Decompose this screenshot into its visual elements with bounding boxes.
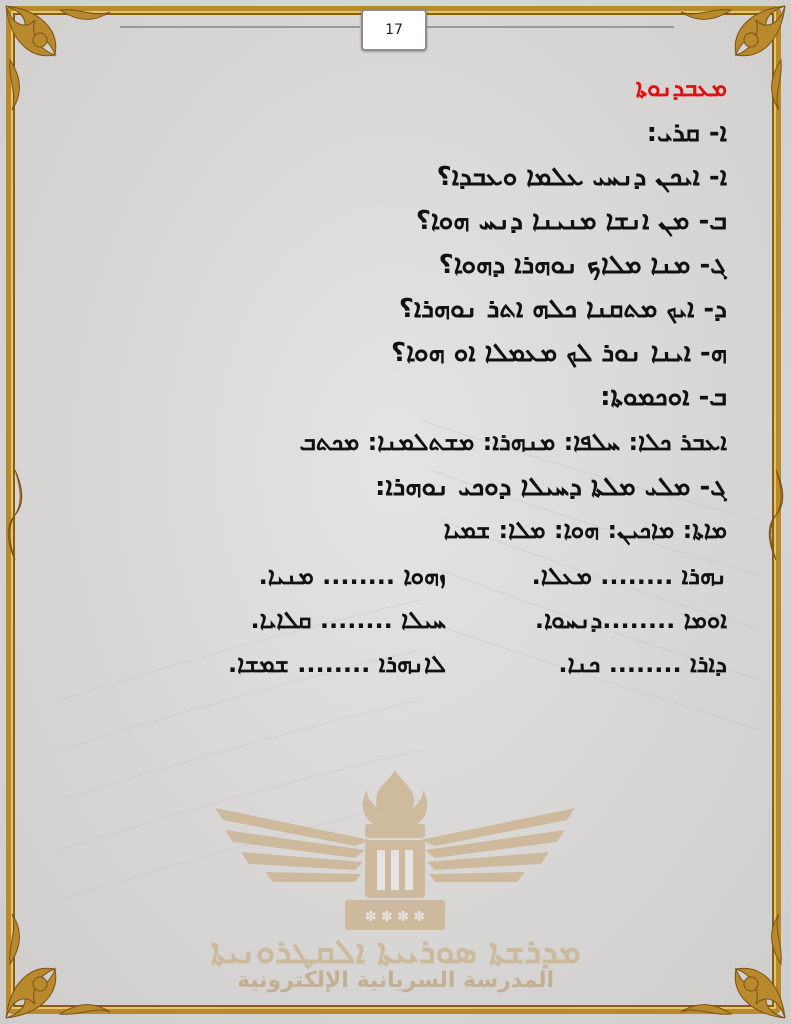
school-name-syriac: ܡܕܪܫܬܐ ܣܘܪܝܝܬܐ ܐܠܩܛܪܘܢܝܬܐ bbox=[210, 932, 581, 972]
question-4: ܕ- ܐܝܟ ܡܬܩܢܐ ܟܠܗ ܐܬܪ ܢܘܗܪܐ؟ bbox=[398, 294, 727, 324]
fill-blank-item: ܙܗܘܐ ........ ܡܢܝܐ. bbox=[258, 562, 446, 590]
question-3: ܓ- ܡܢܐ ܡܠܐܟ ܢܘܗܪܐ ܕܗܘܐ؟ bbox=[438, 250, 727, 280]
section-b-words: ܐܥܒܪ ܟܠܐ: ܚܠܦܐ: ܡܢܗܪܐ: ܡܫܬܠܡܢܐ: ܡܟܬܒ bbox=[299, 428, 727, 456]
question-2: ܒ- ܡܢ ܐܢܫܐ ܡܢܝܢܐ ܕܢܚ ܗܘܐ؟ bbox=[415, 206, 727, 236]
ornament-side-icon bbox=[763, 470, 789, 560]
winged-emblem-logo-icon bbox=[205, 768, 585, 938]
section-a-title: ܐ- ܩܪܝ: bbox=[646, 118, 727, 148]
fill-blank-item: ܠܐܢܗܪܐ ........ ܫܡܫܐ. bbox=[228, 650, 446, 678]
school-name-arabic: المدرسة السريانية الإلكترونية bbox=[236, 968, 555, 993]
section-b-title: ܒ- ܐܘܟܡܘܬܐ: bbox=[600, 382, 727, 412]
exercises-heading: ܡܥܒܕܢܘܬܐ bbox=[635, 74, 727, 102]
ornament-corner-icon bbox=[0, 0, 120, 120]
svg-text:✽ ✽ ✽ ✽: ✽ ✽ ✽ ✽ bbox=[364, 909, 426, 925]
ornament-corner-icon bbox=[671, 0, 791, 120]
page-number: 17 bbox=[361, 9, 427, 51]
section-c-title: ܓ- ܡܠܝ ܡܠܬܐ ܕܚܝܠܐ ܕܘܟܝ ܢܘܗܪܐ: bbox=[374, 472, 727, 502]
question-5: ܗ- ܐܝܢܐ ܢܘܪ ܠܟ ܡܥܡܠܐ ܐܘ ܗܘܐ؟ bbox=[391, 338, 727, 368]
fill-blank-item: ܕܐܪܐ ........ ܟܢܐ. bbox=[558, 650, 727, 678]
question-1: ܐ- ܐܝܟܢ ܕܢܚܝ ܥܠܡܐ ܘܥܒܕܐ؟ bbox=[436, 162, 727, 192]
fill-blank-item: ܢܗܪܐ ........ ܡܥܠܐ. bbox=[531, 562, 727, 590]
word-bank: ܡܐܬܐ: ܡܐܟܝܢ: ܗܘܐ: ܡܠܐ: ܫܡܝܐ bbox=[443, 516, 727, 544]
fill-blank-item: ܚܝܠܐ ........ ܩܠܐܝܐ. bbox=[250, 606, 446, 634]
fill-blank-item: ܐܘܡܐ ........ܕܢܚܘܐ. bbox=[534, 606, 727, 634]
header-rule-right bbox=[424, 26, 674, 28]
ornament-side-icon bbox=[2, 470, 28, 560]
header-rule-left bbox=[120, 26, 360, 28]
